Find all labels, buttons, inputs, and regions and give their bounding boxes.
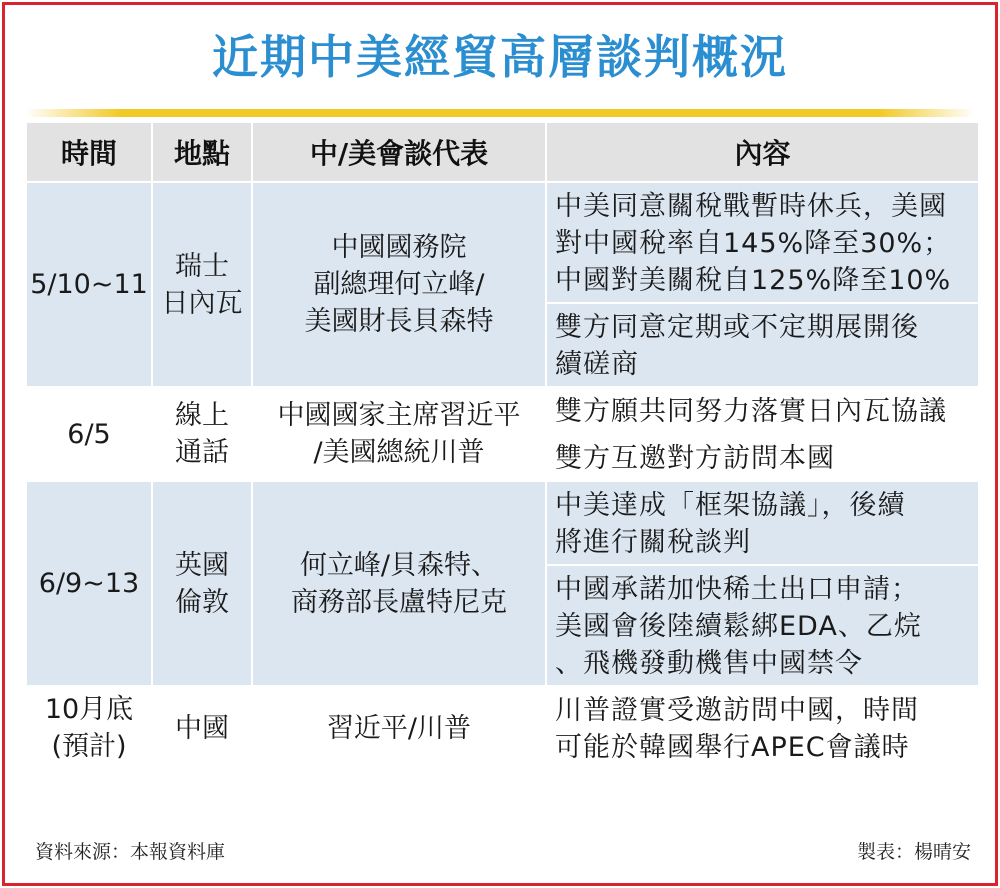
reps-text: 中國國家主席習近平 [277, 400, 521, 431]
infographic-frame [2, 2, 998, 886]
place-text: 通話 [175, 437, 229, 468]
date-cell [26, 686, 152, 770]
reps-cell [252, 481, 546, 686]
table-row [26, 686, 979, 770]
reps-text: 中國國務院 [331, 232, 467, 263]
content-cell [546, 481, 979, 565]
table-header-row [26, 122, 979, 182]
date-cell [26, 182, 152, 387]
content-text: 續磋商 [555, 349, 639, 380]
table-row [26, 182, 979, 303]
place-cell [152, 182, 252, 387]
reps-text: 商務部長盧特尼克 [291, 586, 507, 618]
table-row [26, 481, 979, 565]
reps-text: 何立峰/貝森特、 [299, 549, 499, 581]
talks-table [25, 121, 980, 771]
header-time: 時間 [26, 122, 152, 182]
date-text: 5/10~11 [30, 269, 148, 300]
content-text: 中美達成「框架協議」，後續 [555, 490, 906, 521]
content-text: 川普證實受邀訪問中國，時間 [555, 695, 919, 726]
reps-text: 副總理何立峰/ [313, 269, 485, 300]
place-cell [152, 481, 252, 686]
place-text: 倫敦 [175, 586, 229, 618]
content-text: 將進行關稅談判 [555, 527, 751, 558]
place-text: 瑞士 [175, 250, 229, 282]
page-title: 近期中美經貿高層談判概況 [212, 30, 788, 84]
content-cell [546, 565, 979, 686]
source-credit: 資料來源：本報資料庫 [35, 841, 226, 863]
date-text: (預計) [51, 731, 127, 762]
content-cell [546, 686, 979, 770]
content-text: 中美同意關稅戰暫時休兵，美國 [555, 191, 947, 222]
date-cell [26, 481, 152, 686]
reps-text: /美國總統川普 [313, 437, 485, 468]
reps-cell [252, 686, 546, 770]
content-text: 美國會後陸續鬆綁EDA、乙烷 [555, 611, 922, 642]
content-cell [546, 387, 979, 434]
author-credit: 製表：楊晴安 [856, 841, 971, 863]
content-text: 雙方互邀對方訪問本國 [555, 443, 835, 474]
date-text: 10月底 [44, 694, 134, 725]
reps-cell [252, 387, 546, 481]
header-reps: 中/美會談代表 [252, 122, 546, 182]
content-text: 雙方願共同努力落實日內瓦協議 [555, 396, 947, 427]
place-text: 英國 [175, 549, 229, 581]
title-underline [25, 109, 975, 117]
content-text: 可能於韓國舉行APEC會議時 [555, 732, 910, 763]
date-text: 6/5 [67, 418, 111, 450]
content-text: 雙方同意定期或不定期展開後 [555, 312, 919, 343]
reps-cell [252, 182, 546, 387]
content-text: 、飛機發動機售中國禁令 [555, 648, 863, 679]
content-text: 中國對美關稅自125%降至10% [555, 265, 952, 296]
date-cell [26, 387, 152, 481]
content-cell [546, 303, 979, 387]
place-cell [152, 387, 252, 481]
place-text: 中國 [175, 712, 229, 744]
place-text: 日內瓦 [161, 287, 243, 319]
date-text: 6/9~13 [38, 568, 140, 599]
content-text: 對中國稅率自145%降至30%； [555, 228, 952, 259]
header-place: 地點 [152, 122, 252, 182]
header-content: 內容 [546, 122, 979, 182]
content-text: 中國承諾加快稀土出口申請； [555, 574, 919, 605]
content-cell [546, 182, 979, 303]
place-cell [152, 686, 252, 770]
reps-text: 習近平/川普 [326, 712, 472, 744]
place-text: 線上 [175, 400, 229, 431]
content-cell [546, 434, 979, 481]
reps-text: 美國財長貝森特 [304, 306, 494, 337]
table-row [26, 387, 979, 434]
